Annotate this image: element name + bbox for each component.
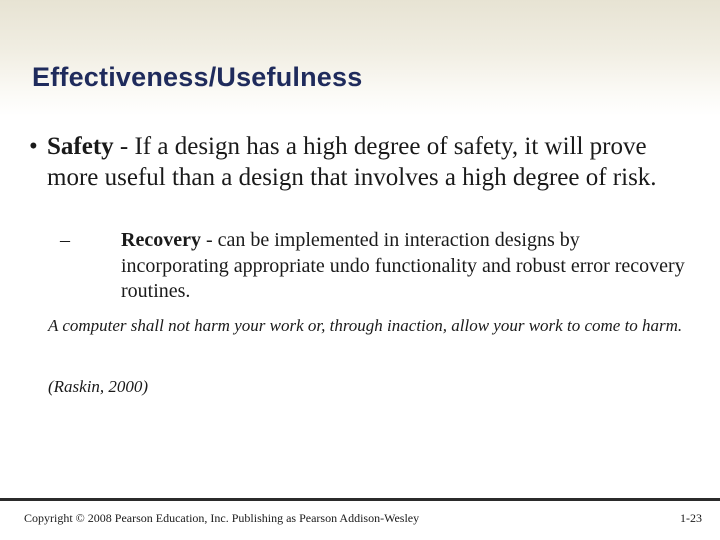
- quote: A computer shall not harm your work or, through inaction, allow your work to come to harm.: [48, 316, 683, 335]
- citation: (Raskin, 2000): [48, 377, 149, 396]
- bullet-marker: •: [29, 133, 38, 160]
- bullet-text: - If a design has a high degree of safety, it will prove more useful than a design that involves a high degree of risk.: [47, 133, 657, 191]
- sub-bullet-text: - can be implemented in interaction designs by incorporating appropriate undo functionality and robust error recovery routines.: [121, 229, 685, 302]
- sub-bullet-marker: –: [60, 229, 70, 251]
- sub-bullet-content: [121, 228, 691, 305]
- title-band: [0, 0, 720, 116]
- bullet-term: Safety: [47, 133, 114, 160]
- slide-title: Effectiveness/Usefulness: [32, 62, 363, 92]
- bullet-content: [47, 131, 677, 193]
- sub-bullet-term: Recovery: [121, 229, 201, 251]
- page-number: 1-23: [680, 511, 702, 525]
- footer-rule: [0, 498, 720, 501]
- footer-copyright: Copyright © 2008 Pearson Education, Inc. Publishing as Pearson Addison-Wesley: [24, 511, 420, 525]
